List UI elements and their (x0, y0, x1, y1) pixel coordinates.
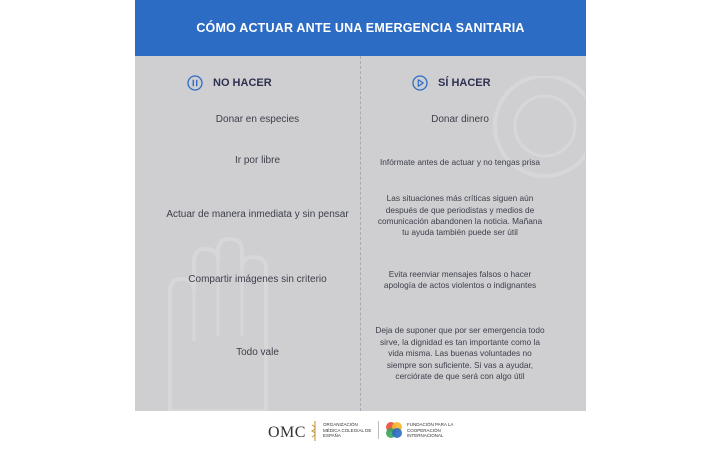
list-item: Donar en especies (215, 114, 300, 125)
hand-watermark-icon (150, 221, 270, 411)
header-banner (135, 0, 586, 56)
si-hacer-heading (412, 75, 491, 91)
omc-name: ORGANIZACIÓN MÉDICA COLEGIAL DE ESPAÑA (323, 422, 372, 438)
infographic-card (135, 0, 586, 450)
si-hacer-label: SÍ HACER (438, 77, 491, 89)
list-item: Infórmate antes de actuar y no tengas prisa (379, 157, 541, 168)
list-item: Donar dinero (431, 114, 489, 125)
logo-separator (378, 421, 379, 439)
list-item: Las situaciones más críticas siguen aún después de que periodistas y medios de comunicación abandonen la noticia. Mañana tu ayuda también puede ser útil (377, 193, 543, 238)
foundation-logo-icon (384, 420, 404, 440)
no-hacer-heading (187, 75, 272, 91)
play-circle-icon (412, 75, 428, 91)
no-hacer-label: NO HACER (213, 77, 272, 89)
list-item: Evita reenviar mensajes falsos o hacer apología de actos violentos o indignantes (383, 268, 537, 290)
footer-logos (135, 411, 586, 450)
column-divider (360, 56, 361, 411)
list-item: Deja de suponer que por ser emergencia todo sirve, la dignidad es tan importante como la vida misma. Las buenas voluntades no siempre son suficiente. Si vas a ayudar, cerciórate de que será con algo útil (375, 325, 545, 382)
omc-logo: OMC (268, 424, 306, 441)
list-item: Ir por libre (234, 155, 280, 166)
foundation-name: FUNDACIÓN PARA LA COOPERACIÓN INTERNACIONAL (407, 422, 454, 438)
list-item: Todo vale (236, 347, 279, 358)
page-title: CÓMO ACTUAR ANTE UNA EMERGENCIA SANITARIA (196, 21, 525, 35)
list-item: Actuar de manera inmediata y sin pensar (166, 209, 349, 220)
caduceus-icon (311, 420, 319, 442)
pause-circle-icon (187, 75, 203, 91)
content-area (135, 56, 586, 411)
list-item: Compartir imágenes sin criterio (188, 274, 327, 285)
